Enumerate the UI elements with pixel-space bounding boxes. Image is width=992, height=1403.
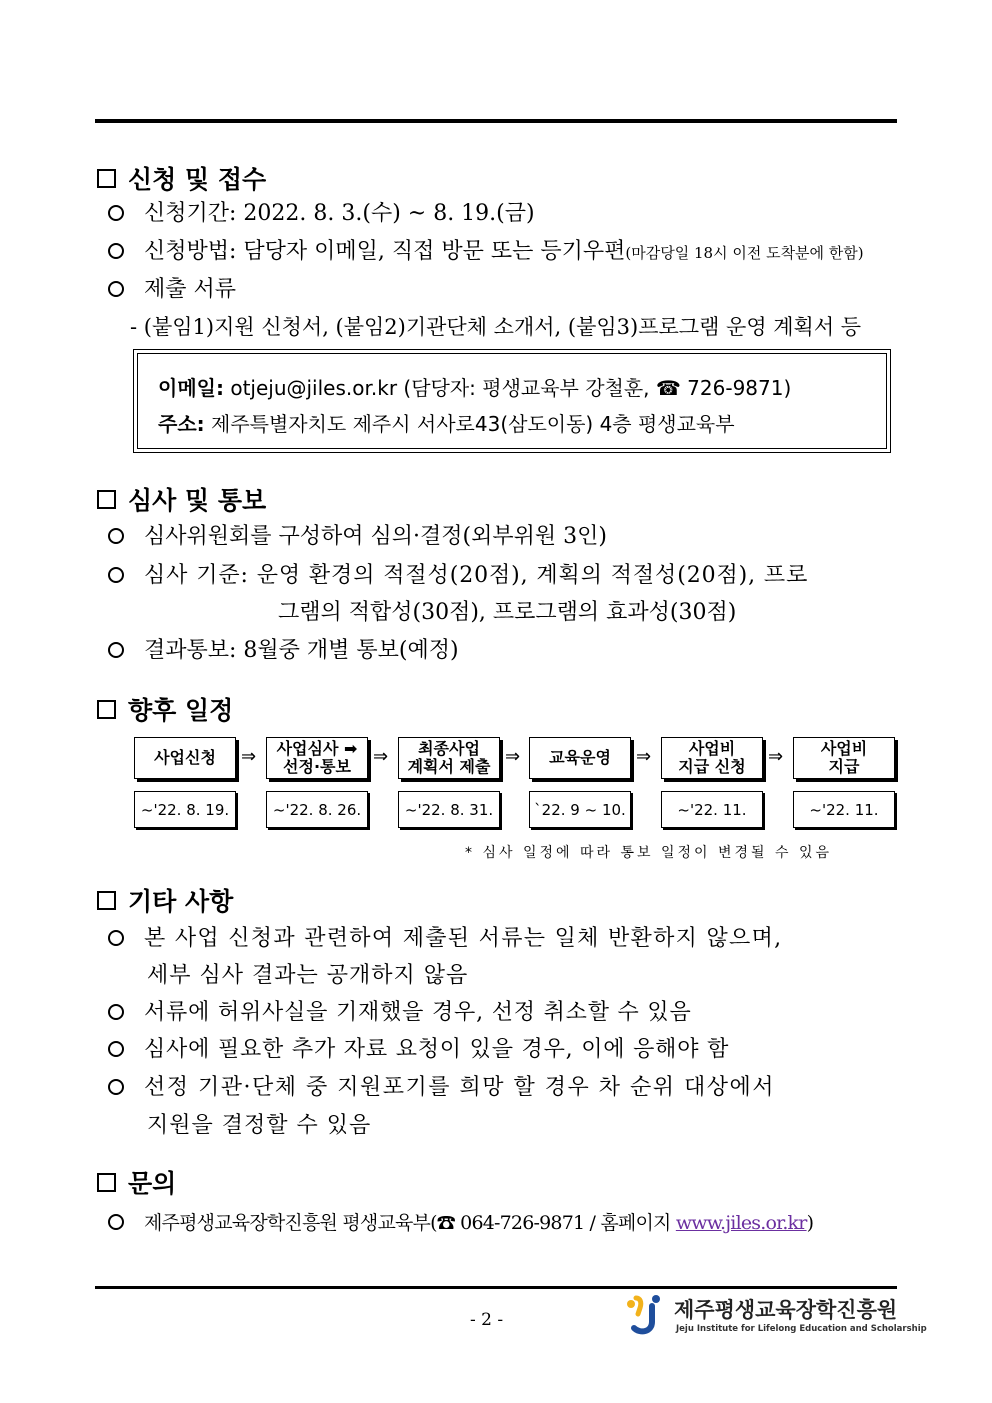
circle-bullet-icon (108, 205, 124, 221)
section-title-inquiry: 문의 (97, 1164, 176, 1200)
item-continued: 세부 심사 결과는 공개하지 않음 (147, 963, 469, 988)
phone-icon: ☎ (655, 376, 681, 400)
schedule-step-fund-request: 사업비 지급 신청 (661, 737, 763, 779)
double-arrow-icon: ⇒ (505, 746, 521, 767)
list-item: 선정 기관·단체 중 지원포기를 희망 할 경우 차 순위 대상에서 (108, 1073, 775, 1103)
double-arrow-icon: ⇒ (636, 746, 652, 767)
list-item: 제주평생교육장학진흥원 평생교육부(☎ 064-726-9871 / 홈페이지 www.jiles.or.kr) (108, 1208, 813, 1238)
schedule-date: `22. 9 ~ 10. (529, 791, 631, 828)
section-title-review: 심사 및 통보 (97, 481, 266, 517)
checkbox-square-icon (97, 490, 116, 509)
contact-box (133, 349, 891, 453)
schedule-date: ~'22. 8. 19. (134, 791, 236, 828)
list-item: 심사 기준: 운영 환경의 적절성(20점), 계획의 적절성(20점), 프로 (108, 561, 808, 591)
list-item: 신청기간: 2022. 8. 3.(수) ~ 8. 19.(금) (108, 199, 535, 229)
section-title-schedule: 향후 일정 (97, 691, 233, 727)
circle-bullet-icon (108, 243, 124, 259)
circle-bullet-icon (108, 930, 124, 946)
section-title-apply: 신청 및 접수 (97, 160, 266, 196)
list-item: 신청방법: 담당자 이메일, 직접 방문 또는 등기우편(마감당일 18시 이전 도착분에 한함) (108, 237, 864, 268)
contact-email-line: 이메일: otjeju@jiles.or.kr (담당자: 평생교육부 강철훈, ☎ 726-9871) (158, 376, 792, 400)
top-rule (95, 119, 897, 123)
schedule-note: * 심사 일정에 따라 통보 일정이 변경될 수 있음 (465, 845, 833, 861)
circle-bullet-icon (108, 1004, 124, 1020)
circle-bullet-icon (108, 1214, 124, 1230)
org-logo (626, 1294, 927, 1338)
bottom-rule (95, 1286, 897, 1289)
circle-bullet-icon (108, 1041, 124, 1057)
double-arrow-icon: ⇒ (373, 746, 389, 767)
criteria-continued: 그램의 적합성(30점), 프로그램의 효과성(30점) (278, 600, 737, 625)
list-item: 결과통보: 8월중 개별 통보(예정) (108, 636, 459, 666)
contact-address-line: 주소: 제주특별자치도 제주시 서사로43(삼도이동) 4층 평생교육부 (158, 412, 735, 436)
homepage-link[interactable]: www.jiles.or.kr (675, 1212, 807, 1234)
circle-bullet-icon (108, 281, 124, 297)
circle-bullet-icon (108, 642, 124, 658)
list-item: 본 사업 신청과 관련하여 제출된 서류는 일체 반환하지 않으며, (108, 924, 782, 954)
schedule-step-review: 사업심사 ➡ 선정·통보 (266, 737, 368, 779)
list-item: 심사위원회를 구성하여 심의·결정(외부위원 3인) (108, 522, 607, 552)
schedule-date: ~'22. 8. 26. (266, 791, 368, 828)
circle-bullet-icon (108, 528, 124, 544)
schedule-step-plan: 최종사업 계획서 제출 (398, 737, 500, 779)
circle-bullet-icon (108, 567, 124, 583)
checkbox-square-icon (97, 700, 116, 719)
checkbox-square-icon (97, 1173, 116, 1192)
checkbox-square-icon (97, 891, 116, 910)
section-title-other: 기타 사항 (97, 882, 233, 918)
schedule-step-apply: 사업신청 (134, 737, 236, 779)
schedule-date: ~'22. 11. (793, 791, 895, 828)
double-arrow-icon: ⇒ (241, 746, 257, 767)
schedule-step-fund-payment: 사업비 지급 (793, 737, 895, 779)
list-item: 심사에 필요한 추가 자료 요청이 있을 경우, 이에 응해야 함 (108, 1035, 729, 1065)
jiles-logo-icon (626, 1294, 666, 1336)
item-continued: 지원을 결정할 수 있음 (147, 1113, 372, 1138)
checkbox-square-icon (97, 169, 116, 188)
schedule-date: ~'22. 8. 31. (398, 791, 500, 828)
org-name-english: Jeju Institute for Lifelong Education and Scholarship (676, 1324, 927, 1334)
page-number: - 2 - (470, 1310, 504, 1330)
list-item: 서류에 허위사실을 기재했을 경우, 선정 취소할 수 있음 (108, 998, 692, 1028)
circle-bullet-icon (108, 1079, 124, 1095)
org-name-korean: 제주평생교육장학진흥원 (674, 1298, 898, 1322)
double-arrow-icon: ⇒ (768, 746, 784, 767)
schedule-step-operate: 교육운영 (529, 737, 631, 779)
list-item: 제출 서류 (108, 275, 236, 305)
schedule-date: ~'22. 11. (661, 791, 763, 828)
docs-detail: - (붙임1)지원 신청서, (붙임2)기관단체 소개서, (붙임3)프로그램 운영 계획서 등 (130, 315, 862, 339)
